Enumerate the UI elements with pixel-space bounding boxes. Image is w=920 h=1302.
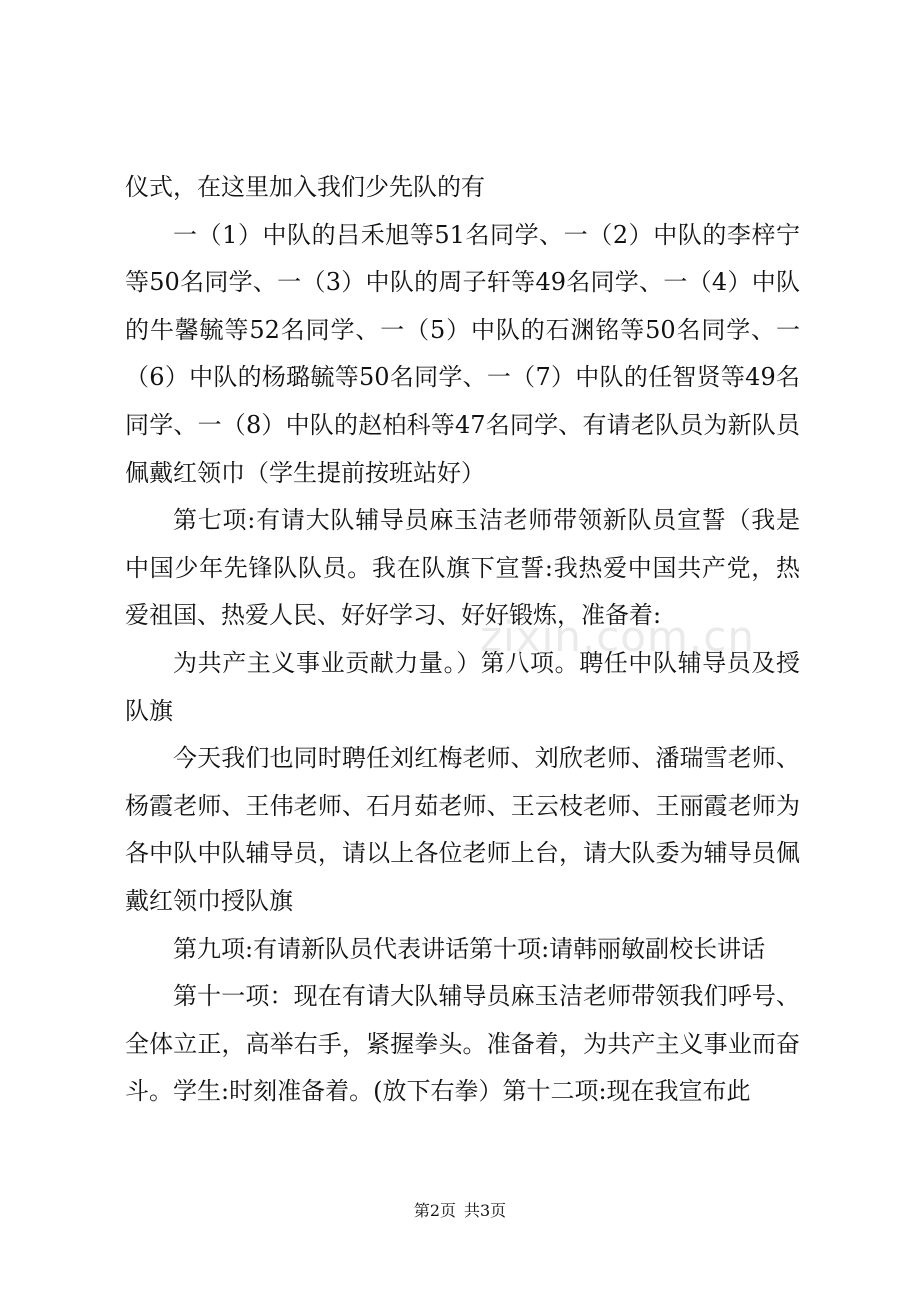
page-footer <box>0 1198 920 1221</box>
paragraph-2: 一（1）中队的吕禾旭等51名同学、一（2）中队的李梓宁等50名同学、一（3）中队的周子轩等49名同学、一（4）中队的牛馨毓等52名同学、一（5）中队的石渊铭等50名同学、一（6）中队的杨璐毓等50名同学、一（7）中队的任智贤等49名同学、一（8）中队的赵柏科等47名同学、有请老队员为新队员佩戴红领巾（学生提前按班站好） <box>125 220 800 487</box>
paragraph-6: 第九项:有请新队员代表讲话第十项:请韩丽敏副校长讲话 <box>173 934 766 963</box>
page-total: 共3页 <box>464 1201 507 1220</box>
paragraph-4: 为共产主义事业贡献力量。）第八项。聘任中队辅导员及授队旗 <box>125 648 800 725</box>
paragraph-5: 今天我们也同时聘任刘红梅老师、刘欣老师、潘瑞雪老师、杨霞老师、王伟老师、石月茹老师、王云枝老师、王丽霞老师为各中队中队辅导员，请以上各位老师上台，请大队委为辅导员佩戴红领巾授队旗 <box>125 744 800 915</box>
paragraph-1: 仪式，在这里加入我们少先队的有 <box>125 173 485 201</box>
paragraph-3: 第七项:有请大队辅导员麻玉洁老师带领新队员宣誓（我是中国少年先锋队队员。我在队旗下宣誓:我热爱中国共产党，热爱祖国、热爱人民、好好学习、好好锻炼，准备着: <box>125 506 800 630</box>
watermark: zixin.com.cn <box>480 612 755 661</box>
page-number: 第2页 <box>413 1201 456 1220</box>
paragraph-7: 第十一项：现在有请大队辅导员麻玉洁老师带领我们呼号、全体立正，高举右手，紧握拳头。准备着，为共产主义事业而奋斗。学生:时刻准备着。(放下右拳）第十二项:现在我宣布此 <box>125 982 800 1106</box>
document-body <box>125 164 800 1116</box>
